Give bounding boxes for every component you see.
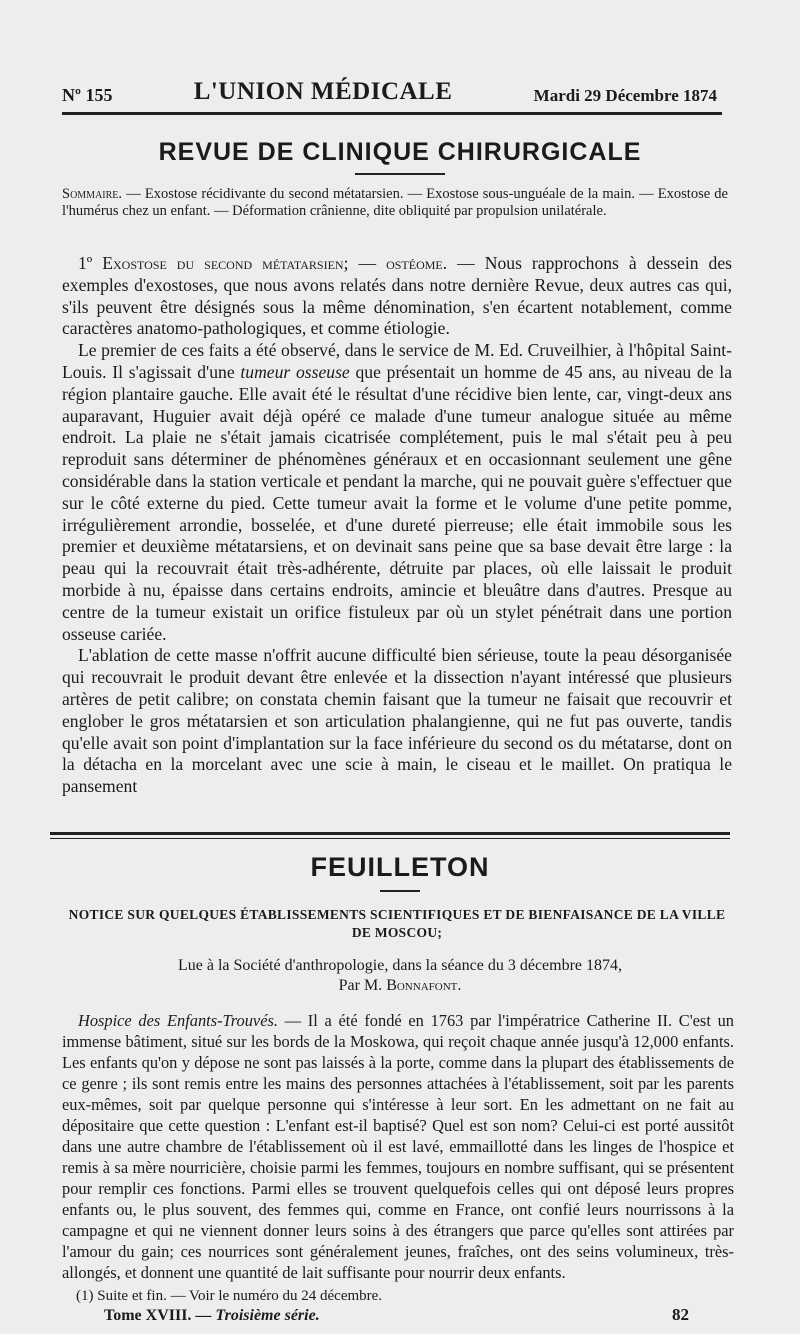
article-paragraph-2: Le premier de ces faits a été observé, dans le service de M. Ed. Cruveilhier, à l'hôpital Saint-Louis. Il s'agissait d'une tumeur osseuse que présentait un homme de 45 ans, au niveau de la région plantaire gauche. Elle avait été le résultat d'une récidive bien lente, car, vingt-deux ans auparavant, Huguier avait déjà opéré ce malade d'une tumeur analogue située au même endroit. La plaie ne s'était jamais cicatrisée complétement, puis le mal s'était peu à peu reproduit sans déterminer de phénomènes généraux et en occasionnant seulement une gêne considérable dans la station verticale et pendant la marche, qui ne pouvait guère s'effectuer que sur le côté externe du pied. Cette tumeur avait la forme et le volume d'une petite pomme, irrégulièrement arrondie, bosselée, et d'une dureté pierreuse; elle était immobile sous les premier et deuxième métatarsiens, et on devinait sans peine que sa base devait être large : la peau qui la recouvrait était très-adhérente, détruite par places, où elle laissait le produit morbide à nu, épaisse dans certains endroits, amincie et bleuâtre dans d'autres. Presque au centre de la tumeur existait un orifice fistuleux par où un stylet pénétrait dans une portion osseuse cariée. bbox=[62, 340, 733, 644]
article-heading-osteome: — ostéome. bbox=[348, 253, 448, 273]
issue-number: Nº 155 bbox=[62, 85, 113, 105]
hospice-heading: Hospice des Enfants-Trouvés. bbox=[78, 1011, 278, 1030]
feuilleton-rule bbox=[50, 832, 730, 835]
author-name: Bonnafont. bbox=[386, 977, 462, 994]
sommaire-label: Sommaire. bbox=[62, 186, 123, 202]
footnote: (1) Suite et fin. — Voir le numéro du 24 décembre. bbox=[76, 1288, 383, 1304]
tome-line: Tome XVIII. — Troisième série. bbox=[104, 1307, 320, 1324]
sommaire-text: — Exostose récidivante du second métatarsien. — Exostose sous-unguéale de la main. — Exostose de l'humérus chez un enfant. — Déformation crânienne, dite obliquité par propulsion unilatérale. bbox=[62, 186, 728, 219]
revue-title-underline bbox=[355, 173, 445, 175]
sommaire bbox=[62, 186, 728, 220]
lue-text: Lue à la Société d'anthropologie, dans la séance du 3 décembre 1874, bbox=[177, 957, 623, 974]
header-rule bbox=[62, 112, 722, 115]
feuilleton-paragraph: Hospice des Enfants-Trouvés. — Il a été fondé en 1763 par l'impératrice Catherine II. C'est un immense bâtiment, situé sur les bords de la Moskowa, qui reçoit chaque année jusqu'à 12,000 enfants. Les enfants qu'on y dépose ne sont pas laissés à la porte, comme dans la plupart des établissements de ce genre ; ils sont remis entre les mains des personnes attachées à l'établissement, soit par les parents eux-mêmes, soit par quelque personne qui s'intéresse à leur sort. En les admettant on ne fait au dépositaire que cette question : L'enfant est-il baptisé? Quel est son nom? Celui-ci est porté aussitôt dans une autre chambre de l'établissement où il est lavé, emmaillotté dans les linges de l'hospice et remis à sa mère nourricière, choisie parmi les femmes, toujours en nombre suffisant, qui se présentent pour remplir ces fonctions. Parmi elles se trouvent quelquefois celles qui ont déposé leurs propres enfants ou, le plus souvent, des femmes qui, comme en France, ont confié leurs nourrissons à la campagne et qui ne viennent donner leurs soins à des étrangers que parce qu'elles sont attirées par l'amour du gain; ces nourrices sont généralement jeunes, fraîches, ont des seins volumineux, très-allongés, et donnent une quantité de lait suffisante pour nourrir deux enfants. bbox=[62, 1011, 734, 1282]
revue-title: REVUE DE CLINIQUE CHIRURGICALE bbox=[158, 138, 642, 166]
article-body bbox=[62, 253, 732, 798]
journal-title: L'UNION MÉDICALE bbox=[193, 78, 453, 105]
article-paragraph-1: 1º Exostose du second métatarsien; — ostéome. — Nous rapprochons à dessein des exemples d'exostoses, que nous avons relatés dans notre dernière Revue, deux autres cas qui, s'ils peuvent être désignés sous la même dénomination, s'en écartent notablement, comme caractères anatomo-pathologiques, et comme étiologie. bbox=[62, 253, 732, 339]
feuilleton-body bbox=[62, 1010, 734, 1283]
author-line: Par M. Bonnafont. bbox=[338, 977, 462, 994]
notice-title: NOTICE SUR QUELQUES ÉTABLISSEMENTS SCIENTIFIQUES ET DE BIENFAISANCE DE LA VILLE DE MOSCOU; bbox=[68, 907, 726, 940]
feuilleton-title-underline bbox=[380, 890, 420, 892]
feuilleton-title: FEUILLETON bbox=[310, 852, 490, 882]
issue-date: Mardi 29 Décembre 1874 bbox=[533, 86, 717, 105]
page-header bbox=[62, 70, 717, 106]
article-heading: 1º Exostose du second métatarsien; bbox=[78, 253, 349, 273]
lue-line bbox=[0, 956, 800, 996]
article-paragraph-3: L'ablation de cette masse n'offrit aucune difficulté bien sérieuse, toute la peau désorganisée qui recouvrait le produit devant être enlevée et la dissection n'ayant intéressé que plusieurs artères de petit calibre; on constata chemin faisant que la tumeur ne faisait que recouvrir et englober le gros métatarsien et son articulation phalangienne, qui ne fut pas ouverte, tandis qu'elle avait son point d'implantation sur la face inférieure du second os du métatarse, dont on la détacha en la morcelant avec une scie à main, le ciseau et le maillet. On pratiqua le pansement bbox=[62, 645, 732, 797]
feuilleton-rule-thin bbox=[50, 838, 730, 839]
tome-series: Troisième série. bbox=[215, 1307, 320, 1324]
italic-term: tumeur osseuse bbox=[240, 361, 350, 382]
page-number: 82 bbox=[672, 1305, 689, 1324]
